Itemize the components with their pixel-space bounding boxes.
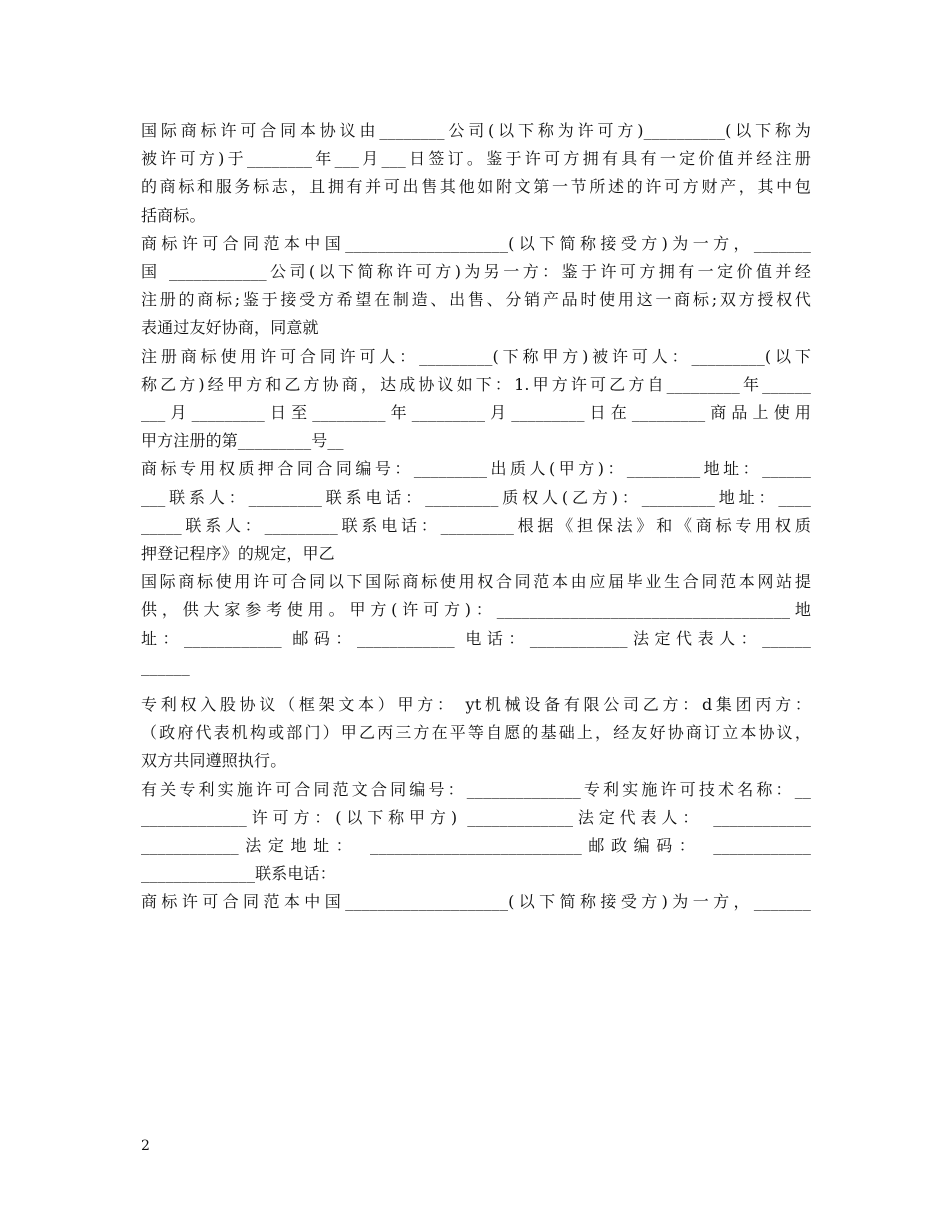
paragraph-7 bbox=[141, 776, 811, 889]
text-line: 国际商标许可合同本协议由________公司(以下称为许可方)__________(以下称为 bbox=[141, 121, 811, 140]
text-line: 国际商标使用许可合同以下国际商标使用权合同范本由应届毕业生合同范本网站提 bbox=[141, 572, 811, 592]
paragraph-4 bbox=[141, 455, 811, 568]
text-line: 注册的商标;鉴于接受方希望在制造、出售、分销产品时使用这一商标;双方授权代 bbox=[141, 290, 811, 310]
text-line: 商标许可合同范本中国____________________(以下简称接受方)为一方，_______ bbox=[141, 233, 811, 253]
text-line: 址：____________ 邮码：____________ 电话：____________法定代表人：______ bbox=[141, 628, 811, 648]
text-line: 有关专利实施许可合同范文合同编号：______________专利实施许可技术名称：__ bbox=[141, 779, 811, 799]
text-line: 双方共同遵照执行。 bbox=[141, 751, 287, 771]
text-line: 专利权入股协议（框架文本）甲方： yt机械设备有限公司乙方：d集团丙方： bbox=[141, 695, 811, 715]
text-line: ______ bbox=[141, 656, 190, 676]
paragraph-8 bbox=[141, 888, 811, 916]
text-line: 被许可方)于________年___月___日签订。鉴于许可方拥有具有一定价值并经注册 bbox=[141, 149, 811, 169]
text-line: 括商标。 bbox=[141, 205, 206, 225]
paragraph-gap bbox=[141, 681, 811, 691]
text-line: 商标专用权质押合同合同编号：_________出质人(甲方)：_________地址：______ bbox=[141, 459, 811, 479]
text-line: 甲方注册的第_________号__ bbox=[141, 431, 344, 451]
paragraph-3 bbox=[141, 343, 811, 456]
text-line: ____________法定地址： __________________________邮政编码： ____________ bbox=[141, 836, 811, 856]
text-line: 的商标和服务标志，且拥有并可出售其他如附文第一节所述的许可方财产，其中包 bbox=[141, 177, 811, 197]
text-line: 注册商标使用许可合同许可人：_________(下称甲方)被许可人：_________(以下 bbox=[141, 346, 811, 366]
text-line: _____联系人：_________联系电话：_________根据《担保法》和《商标专用权质 bbox=[141, 515, 811, 535]
document-body bbox=[141, 117, 811, 917]
paragraph-2 bbox=[141, 230, 811, 343]
text-line: 表通过友好协商，同意就 bbox=[141, 318, 319, 338]
text-line: ___月_________日至_________年_________月_________日在_________商品上使用 bbox=[141, 403, 811, 423]
text-line: ______________联系电话： bbox=[141, 864, 336, 884]
text-line: 供，供大家参考使用。甲方(许可方)：____________________________________地 bbox=[141, 600, 811, 620]
page-number: 2 bbox=[141, 1138, 150, 1154]
text-line: （政府代表机构或部门）甲乙丙三方在平等自愿的基础上，经友好协商订立本协议， bbox=[141, 723, 811, 743]
text-line: ___联系人：_________联系电话：_________质权人(乙方)：_________地址：____ bbox=[141, 487, 811, 507]
text-line: 称乙方)经甲方和乙方协商，达成协议如下：1.甲方许可乙方自_________年______ bbox=[141, 374, 811, 394]
text-line: _____________许可方：(以下称甲方) _____________法定代表人： ____________ bbox=[141, 807, 811, 827]
paragraph-6 bbox=[141, 691, 811, 776]
paragraph-5 bbox=[141, 568, 811, 681]
text-line: 押登记程序》的规定，甲乙 bbox=[141, 544, 335, 564]
text-line: 商标许可合同范本中国____________________(以下简称接受方)为一方，_______ bbox=[141, 892, 811, 912]
paragraph-1 bbox=[141, 117, 811, 230]
text-line: 国 ____________公司(以下简称许可方)为另一方：鉴于许可方拥有一定价值并经 bbox=[141, 262, 811, 282]
